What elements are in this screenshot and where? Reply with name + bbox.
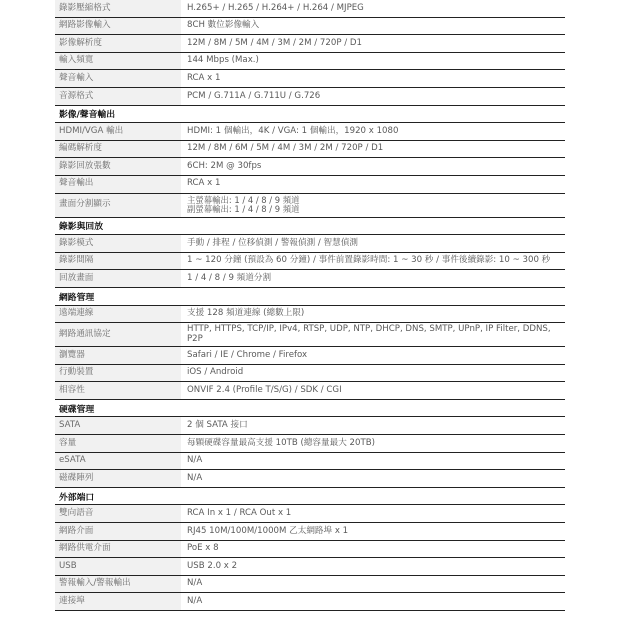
spec-row: [55, 558, 565, 576]
section-title-recording: 錄影與回放: [55, 218, 565, 236]
spec-value: N/A: [187, 472, 203, 483]
spec-row: [55, 453, 565, 471]
spec-value: USB 2.0 x 2: [187, 560, 238, 571]
spec-label: 聲音輸出: [55, 176, 182, 193]
spec-value: 每顆硬碟容量最高支援 10TB (總容量最大 20TB): [187, 437, 375, 448]
spec-row: [55, 141, 565, 159]
spec-label: 錄影壓縮格式: [55, 0, 182, 17]
section-title-network: 網路管理: [55, 288, 565, 306]
spec-label: 編碼解析度: [55, 141, 182, 158]
sub-screen-output: 副螢幕輸出: 1 / 4 / 8 / 9 頻道: [187, 204, 300, 215]
spec-value: H.265+ / H.265 / H.264+ / H.264 / MJPEG: [187, 2, 364, 13]
spec-value: 6CH: 2M @ 30fps: [187, 160, 262, 171]
main-screen-output: 主螢幕輸出: 1 / 4 / 8 / 9 頻道: [187, 195, 300, 206]
section-title-storage: 硬碟管理: [55, 400, 565, 418]
spec-value: N/A: [187, 595, 203, 606]
spec-label: 相容性: [55, 382, 182, 399]
spec-value: 2 個 SATA 接口: [187, 420, 248, 431]
spec-row: [55, 123, 565, 141]
spec-value: [182, 323, 565, 346]
spec-row-split-display: [55, 194, 565, 218]
spec-label: 連接埠: [55, 593, 182, 610]
spec-label: USB: [55, 558, 182, 575]
spec-row: [55, 470, 565, 488]
spec-row: [55, 176, 565, 194]
spec-value: [182, 194, 565, 217]
spec-value: RCA x 1: [187, 178, 221, 189]
spec-value: 8CH 數位影像輸入: [187, 20, 260, 31]
spec-row: [55, 306, 565, 324]
spec-label: 錄影回放張數: [55, 158, 182, 175]
spec-row: [55, 0, 565, 18]
spec-label: 錄影模式: [55, 235, 182, 252]
spec-value: RCA In x 1 / RCA Out x 1: [187, 507, 292, 518]
spec-value: 12M / 8M / 5M / 4M / 3M / 2M / 720P / D1: [187, 37, 362, 48]
spec-value: 1 / 4 / 8 / 9 頻道分割: [187, 272, 272, 283]
spec-value: N/A: [187, 455, 203, 466]
spec-label: 網路通訊協定: [55, 323, 182, 346]
spec-row: [55, 435, 565, 453]
spec-label: 警報輸入/警報輸出: [55, 576, 182, 593]
spec-row: [55, 253, 565, 271]
spec-label: 網路影像輸入: [55, 18, 182, 35]
spec-row: [55, 347, 565, 365]
spec-label: 瀏覽器: [55, 347, 182, 364]
spec-label: 行動裝置: [55, 365, 182, 382]
spec-label: HDMI/VGA 輸出: [55, 123, 182, 140]
spec-row: [55, 270, 565, 288]
spec-value: RCA x 1: [187, 72, 221, 83]
section-title-av-output: 影像/聲音輸出: [55, 106, 565, 124]
spec-row: [55, 70, 565, 88]
spec-value: 12M / 8M / 6M / 5M / 4M / 3M / 2M / 720P / D1: [187, 143, 384, 154]
spec-row: [55, 576, 565, 594]
spec-value: HDMI: 1 個輸出，4K / VGA: 1 個輸出，1920 x 1080: [187, 125, 399, 136]
spec-value: 手動 / 排程 / 位移偵測 / 警報偵測 / 智慧偵測: [187, 237, 358, 248]
spec-row: [55, 593, 565, 611]
spec-value: 支援 128 頻道連線 (總數上限): [187, 308, 305, 319]
spec-row: [55, 158, 565, 176]
spec-row: [55, 505, 565, 523]
protocol-line-1: HTTP, HTTPS, TCP/IP, IPv4, RTSP, UDP, NTP, DHCP, DNS, SMTP, UPnP, IP Filter, DDNS,: [187, 324, 551, 335]
spec-label: 遠端連線: [55, 306, 182, 323]
section-title-ports: 外部端口: [55, 488, 565, 506]
spec-value: iOS / Android: [187, 367, 244, 378]
spec-row: [55, 541, 565, 559]
spec-row: [55, 417, 565, 435]
spec-label: 雙向語音: [55, 505, 182, 522]
spec-value: 1 ~ 120 分鐘 (預設為 60 分鐘) / 事件前置錄影時間: 1 ~ 30 秒 / 事件後續錄影: 10 ~ 300 秒: [187, 255, 551, 266]
spec-row: [55, 365, 565, 383]
spec-row: [55, 523, 565, 541]
spec-value: PoE x 8: [187, 543, 219, 554]
spec-label: 容量: [55, 435, 182, 452]
spec-label: 畫面分割顯示: [55, 194, 182, 217]
spec-label: 網路供電介面: [55, 541, 182, 558]
spec-label: SATA: [55, 417, 182, 434]
spec-value: PCM / G.711A / G.711U / G.726: [187, 90, 321, 101]
spec-label: 網路介面: [55, 523, 182, 540]
spec-value: 144 Mbps (Max.): [187, 55, 259, 66]
spec-value: N/A: [187, 578, 203, 589]
spec-sheet: [55, 0, 565, 611]
spec-label: 回放畫面: [55, 270, 182, 287]
spec-label: 影像解析度: [55, 35, 182, 52]
spec-label: 磁碟陣列: [55, 470, 182, 487]
protocol-line-2: P2P: [187, 333, 203, 344]
spec-row: [55, 53, 565, 71]
spec-label: 錄影間隔: [55, 253, 182, 270]
spec-row: [55, 235, 565, 253]
spec-label: eSATA: [55, 453, 182, 470]
spec-value: Safari / IE / Chrome / Firefox: [187, 349, 308, 360]
spec-row-protocol: [55, 323, 565, 347]
spec-value: RJ45 10M/100M/1000M 乙太網路埠 x 1: [187, 525, 349, 536]
spec-row: [55, 88, 565, 106]
spec-row: [55, 18, 565, 36]
spec-label: 輸入頻寬: [55, 53, 182, 70]
spec-value: ONVIF 2.4 (Profile T/S/G) / SDK / CGI: [187, 384, 342, 395]
spec-row: [55, 382, 565, 400]
spec-label: 音源格式: [55, 88, 182, 105]
spec-label: 聲音輸入: [55, 70, 182, 87]
spec-row: [55, 35, 565, 53]
